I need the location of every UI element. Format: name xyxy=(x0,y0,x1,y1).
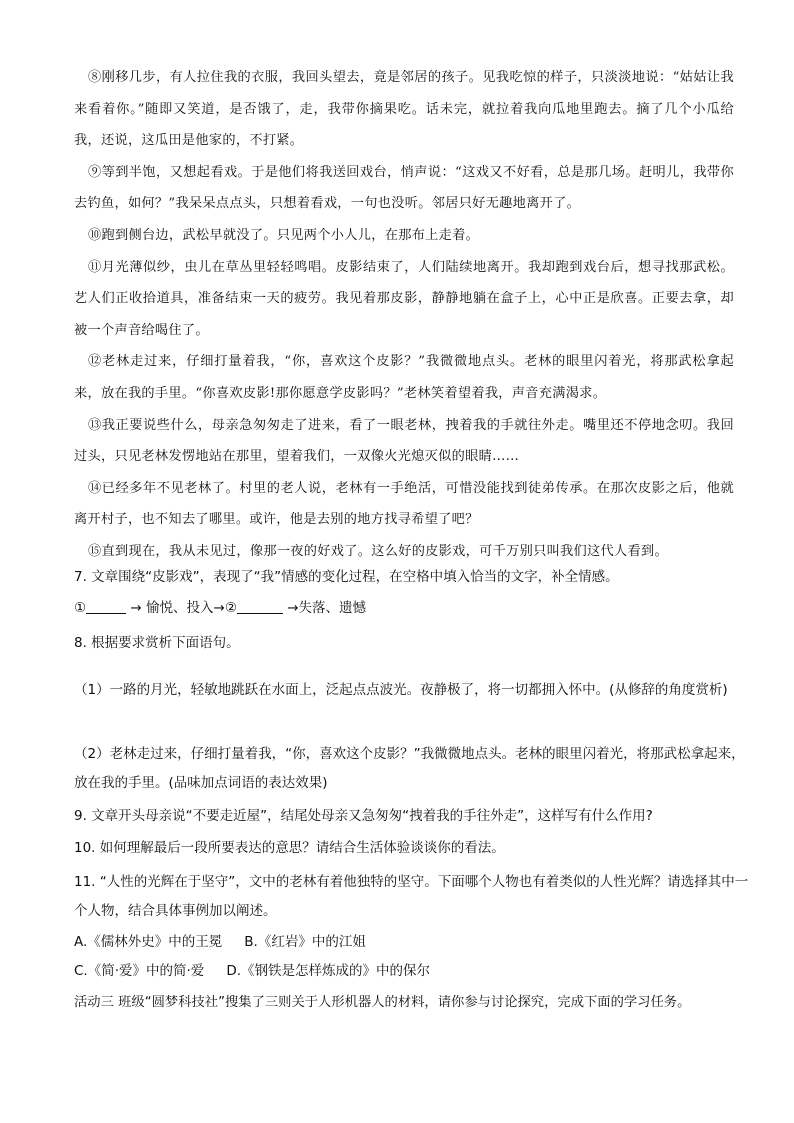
paragraph-8: ⑧刚移几步，有人拉住我的衣服，我回头望去，竟是邻居的孩子。见我吃惊的样子，只淡淡地说：“姑姑让我来看着你。”随即又笑道，是否饿了，走，我带你摘果吃。话未完，就拉着我向瓜地里跑去。摘了几个小瓜给我，还说，这瓜田是他家的，不打紧。 xyxy=(74,70,734,149)
activity-3-intro: 活动三 班级“圆梦科技社”搜集了三则关于人形机器人的材料，请你参与讨论探究，完成下面的学习任务。 xyxy=(74,995,691,1010)
question-11: 11. “人性的光辉在于坚守”，文中的老林有着他独特的坚守。下面哪个人物也有着类似的人性光辉？请选择其中一个人物，结合具体事例加以阐述。 A.《儒林外史》中的王冕 B.《红岩》中的江姐 C.《简·爱》中的简·爱 D.《钢铁是怎样炼成的》中的保尔 xyxy=(74,868,754,986)
question-7 xyxy=(74,564,754,622)
question-11-options-row-1 xyxy=(74,928,754,957)
paragraph-9: ⑨等到半饱，又想起看戏。于是他们将我送回戏台，悄声说：“这戏又不好看，总是那几场。赶明儿，我带你去钓鱼，如何？”我呆呆点点头，只想着看戏，一句也没听。邻居只好无趣地离开了。 xyxy=(74,164,734,212)
story-excerpt xyxy=(74,62,734,568)
option-d: D.《钢铁是怎样炼成的》中的保尔 xyxy=(226,963,430,979)
paragraph-14: ⑭已经多年不见老林了。村里的老人说，老林有一手绝活，可惜没能找到徒弟传承。在那次皮影之后，他就离开村子，也不知去了哪里。或许，他是去别的地方找寻希望了吧？ xyxy=(74,480,734,528)
question-9: 9. 文章开头母亲说“不要走近屋”，结尾处母亲又急匆匆“拽着我的手往外走”，这样写有什么作用? xyxy=(74,808,653,824)
option-b: B.《红岩》中的江姐 xyxy=(244,934,366,950)
question-8-sub2: （2）老林走过来，仔细打量着我，“你，喜欢这个皮影？”我微微地点头。老林的眼里闪着光，将那武松拿起来，放在我的手里。(品味加点词语的表达效果) xyxy=(74,746,745,791)
answer-blank-2[interactable] xyxy=(237,599,283,614)
paragraph-12: ⑫老林走过来，仔细打量着我，“你，喜欢这个皮影？”我微微地点头。老林的眼里闪着光，将那武松拿起来，放在我的手里。“你喜欢皮影!那你愿意学皮影吗？”老林笑着望着我，声音充满渴求。 xyxy=(74,354,734,401)
question-8-sub1: （1）一路的月光，轻敏地跳跃在水面上，泛起点点波光。夜静极了，将一切都拥入怀中。(从修辞的角度赏析) xyxy=(74,682,728,698)
question-8-text: 8. 根据要求赏析下面语句。 xyxy=(74,635,240,651)
question-7-text: 7. 文章围绕“皮影戏”，表现了“我”情感的变化过程，在空格中填入恰当的文字，补全情感。 xyxy=(74,569,619,585)
question-7-chain: ① → 愉悦、投入→② →失落、遗憾 xyxy=(74,600,367,616)
paragraph-10: ⑩跑到侧台边，武松早就没了。只见两个小人儿，在那布上走着。 xyxy=(88,227,480,243)
paragraph-11: ⑪月光薄似纱，虫儿在草丛里轻轻鸣唱。皮影结束了，人们陆续地离开。我却跑到戏台后，想寻找那武松。艺人们正收拾道具，准备结束一天的疲劳。我见着那皮影，静静地躺在盒子上，心中正是欣喜。正要去拿，却被一个声音给喝住了。 xyxy=(74,259,734,338)
question-11-options-row-2 xyxy=(74,957,754,986)
question-8 xyxy=(74,630,754,657)
paragraph-13: ⑬我正要说些什么，母亲急匆匆走了进来，看了一眼老林，拽着我的手就往外走。嘴里还不停地念叨。我回过头，只见老林发愣地站在那里，望着我们，一双像火光熄灭似的眼睛…… xyxy=(74,417,734,465)
option-a: A.《儒林外史》中的王冕 xyxy=(74,934,223,950)
option-c: C.《简·爱》中的简·爱 xyxy=(74,963,205,979)
question-10: 10. 如何理解最后一段所要表达的意思？请结合生活体验谈谈你的看法。 xyxy=(74,840,505,856)
paragraph-15: ⑮直到现在，我从未见过，像那一夜的好戏了。这么好的皮影戏，可千万别只叫我们这代人看到。 xyxy=(88,543,668,559)
answer-blank-1[interactable] xyxy=(86,599,126,614)
